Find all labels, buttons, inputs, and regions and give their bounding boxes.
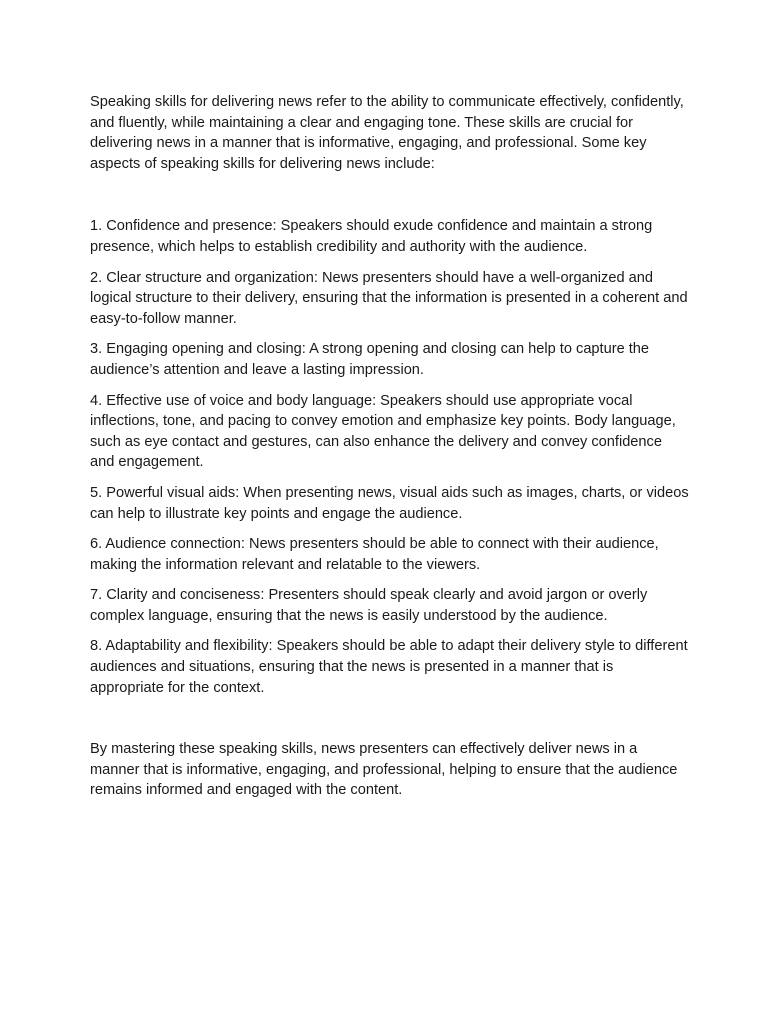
list-item: 4. Effective use of voice and body language: Speakers should use appropriate vocal inflections, tone, and pacing to convey emotion and emphasize key points. Body language, such as eye contact and gestures, can also enhance the delivery and convey confidence and engagement. xyxy=(90,392,676,471)
intro-paragraph: Speaking skills for delivering news refer to the ability to communicate effectively, confidently, and fluently, while maintaining a clear and engaging tone. These skills are crucial for delivering news in a manner that is informative, engaging, and professional. Some key aspects of speaking skills for delivering news include: xyxy=(90,94,684,172)
list-item: 5. Powerful visual aids: When presenting news, visual aids such as images, charts, or videos can help to illustrate key points and engage the audience. xyxy=(90,484,689,522)
list-item: 8. Adaptability and flexibility: Speakers should be able to adapt their delivery style to different audiences and situations, ensuring that the news is presented in a manner that is appropriate for the context. xyxy=(90,638,688,696)
list-item: 2. Clear structure and organization: News presenters should have a well-organized and logical structure to their delivery, ensuring that the information is presented in a coherent and easy-to-follow manner. xyxy=(90,269,688,327)
list-item: 7. Clarity and conciseness: Presenters should speak clearly and avoid jargon or overly complex language, ensuring that the news is easily understood by the audience. xyxy=(90,587,648,624)
conclusion-paragraph: By mastering these speaking skills, news presenters can effectively deliver news in a manner that is informative, engaging, and professional, helping to ensure that the audience remains informed and engaged with the content. xyxy=(90,741,678,799)
list-item: 6. Audience connection: News presenters should be able to connect with their audience, making the information relevant and relatable to the viewers. xyxy=(90,536,659,573)
document-body xyxy=(90,92,690,801)
list-item: 3. Engaging opening and closing: A strong opening and closing can help to capture the audience’s attention and leave a lasting impression. xyxy=(90,341,650,378)
key-aspects-list xyxy=(90,216,690,698)
list-item: 1. Confidence and presence: Speakers should exude confidence and maintain a strong presence, which helps to establish credibility and authority with the audience. xyxy=(90,218,653,255)
